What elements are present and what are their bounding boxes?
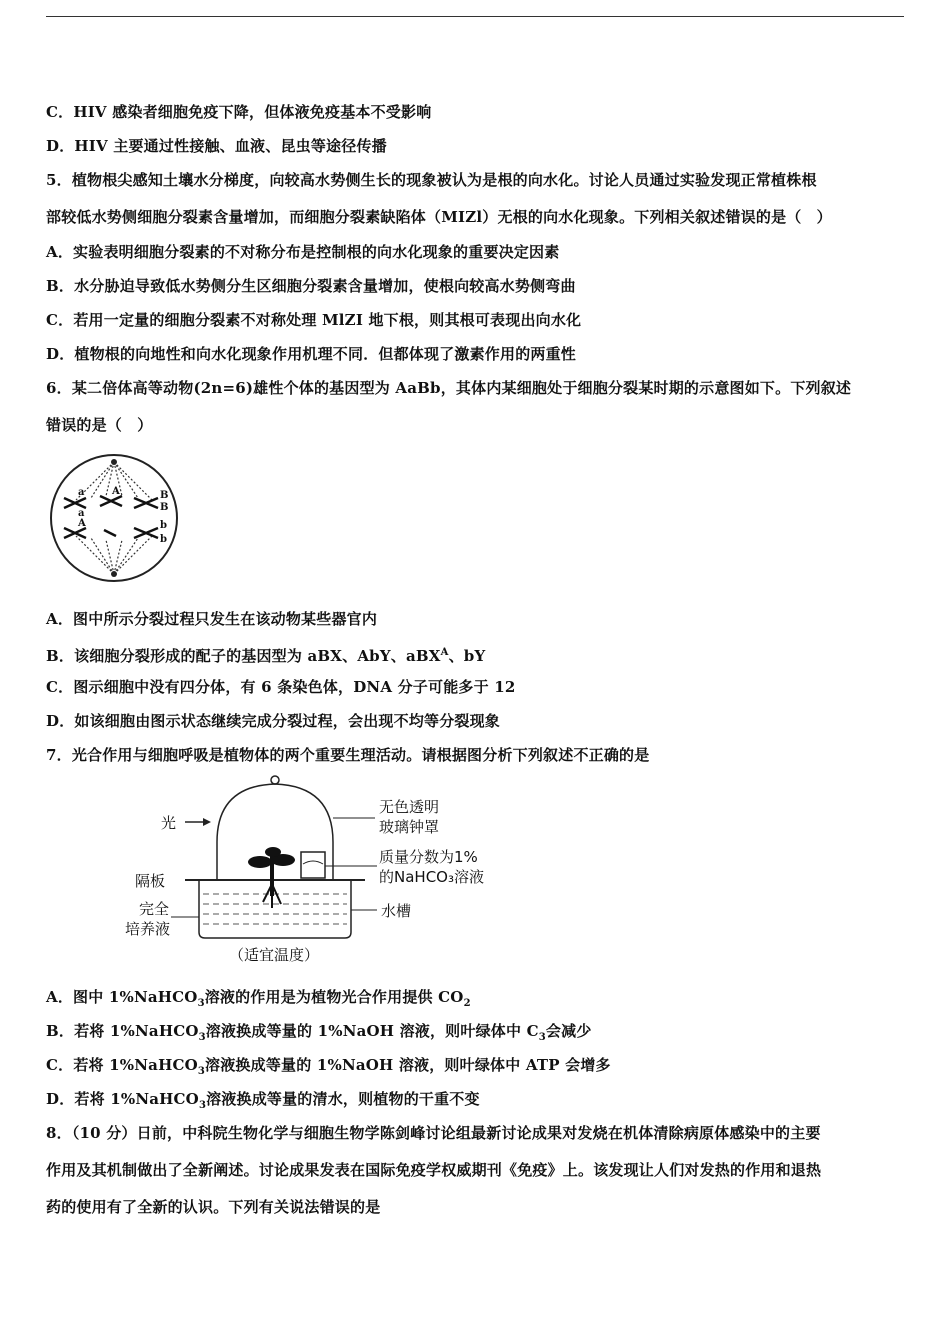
cell-division-figure <box>46 450 182 586</box>
medium-label-2: 培养液 <box>125 920 171 938</box>
question-7-option-a <box>46 987 471 1014</box>
option-b-tail: 、bY <box>448 647 486 665</box>
question-6-option-d: D．如该细胞由图示状态继续完成分裂过程，会出现不均等分裂现象 <box>46 712 501 730</box>
medium-label-1: 完全 <box>139 900 170 918</box>
opt-text: C．若将 1%NaHCO <box>46 1056 198 1074</box>
question-7-option-b <box>46 1021 592 1048</box>
gene-label: B <box>160 502 169 513</box>
opt-text: 溶液换成等量的 1%NaOH 溶液，则叶绿体中 ATP 会增多 <box>205 1056 611 1074</box>
opt-text: 会减少 <box>545 1022 592 1040</box>
question-6-option-c: C．图示细胞中没有四分体，有 6 条染色体，DNA 分子可能多于 12 <box>46 678 516 696</box>
spindle-bottom <box>76 536 152 574</box>
option-b-text: B．该细胞分裂形成的配子的基因型为 aBX、AbY、aBX <box>46 647 441 665</box>
subscript: 3 <box>197 998 205 1009</box>
gene-label: b <box>160 520 167 531</box>
question-7-option-c <box>46 1055 611 1082</box>
question-8-line-1: 8．（10 分）日前，中科院生物化学与细胞生物学陈剑峰讨论组最新讨论成果对发烧在机体清除病原体感染中的主要 <box>46 1124 821 1142</box>
opt-text: 溶液换成等量的 1%NaOH 溶液，则叶绿体中 C <box>205 1022 539 1040</box>
question-6-option-b <box>46 643 485 666</box>
gene-label: b <box>160 534 167 545</box>
question-6-option-a: A．图中所示分裂过程只发生在该动物某些器官内 <box>46 610 378 628</box>
question-6-line-2: 错误的是（ ） <box>46 416 153 434</box>
gene-label: a <box>78 508 85 519</box>
subscript: 3 <box>197 1066 206 1077</box>
question-5-option-b: B．水分胁迫导致低水势侧分生区细胞分裂素含量增加，使根向较高水势侧弯曲 <box>46 277 576 295</box>
opt-text: 溶液的作用是为植物光合作用提供 CO <box>204 988 464 1006</box>
subscript: 3 <box>538 1032 546 1043</box>
header-rule <box>46 16 904 17</box>
opt-text: D．若将 1%NaHCO <box>46 1090 199 1108</box>
bell-jar-label-1: 无色透明 <box>379 798 440 816</box>
opt-text: A．图中 1%NaHCO <box>46 988 198 1006</box>
subscript: 2 <box>463 998 471 1009</box>
option-d-prev: D．HIV 主要通过性接触、血液、昆虫等途径传播 <box>46 137 387 155</box>
question-7-line-1: 7．光合作用与细胞呼吸是植物体的两个重要生理活动。请根据图分析下列叙述不正确的是 <box>46 746 650 764</box>
question-6-line-1: 6．某二倍体高等动物(2n=6)雄性个体的基因型为 AaBb，其体内某细胞处于细胞分裂某时期的示意图如下。下列叙述 <box>46 379 852 397</box>
opt-text: B．若将 1%NaHCO <box>46 1022 199 1040</box>
light-label: 光 <box>161 814 177 832</box>
question-8-line-2: 作用及其机制做出了全新阐述。讨论成果发表在国际免疫学权威期刊《免疫》上。该发现让人们对发热的作用和退热 <box>46 1161 822 1179</box>
question-5-line-2: 部较低水势侧细胞分裂素含量增加，而细胞分裂素缺陷体（MIZl）无根的向水化现象。下列相关叙述错误的是（ ） <box>46 208 832 226</box>
gene-label: A <box>112 486 120 497</box>
solution-label-2: 的NaHCO₃溶液 <box>379 868 484 886</box>
bell-jar-figure <box>125 772 505 972</box>
question-5-line-1: 5．植物根尖感知土壤水分梯度，向较高水势侧生长的现象被认为是根的向水化。讨论人员通过实验发现正常植株根 <box>46 171 817 189</box>
question-5-option-d: D．植物根的向地性和向水化现象作用机理不同．但都体现了激素作用的两重性 <box>46 345 577 363</box>
subscript: 3 <box>198 1100 207 1111</box>
gene-label: A <box>78 518 86 529</box>
temperature-label: （适宜温度） <box>229 946 320 964</box>
question-5-option-c: C．若用一定量的细胞分裂素不对称处理 MlZI 地下根，则其根可表现出向水化 <box>46 311 582 329</box>
solution-label-1: 质量分数为1% <box>379 848 478 866</box>
subscript: 3 <box>198 1032 206 1043</box>
option-c-prev: C．HIV 感染者细胞免疫下降，但体液免疫基本不受影响 <box>46 103 432 121</box>
partition-label: 隔板 <box>135 872 166 890</box>
gene-label: a <box>78 487 85 498</box>
bell-jar-label-2: 玻璃钟罩 <box>379 818 440 836</box>
tank-label: 水槽 <box>381 902 412 920</box>
superscript: A <box>440 647 449 658</box>
question-5-option-a: A．实验表明细胞分裂素的不对称分布是控制根的向水化现象的重要决定因素 <box>46 243 560 261</box>
plant <box>248 847 295 908</box>
gene-label: B <box>160 490 169 501</box>
question-7-option-d <box>46 1089 480 1116</box>
opt-text: 溶液换成等量的清水，则植物的干重不变 <box>206 1090 480 1108</box>
question-8-line-3: 药的使用有了全新的认识。下列有关说法错误的是 <box>46 1198 381 1216</box>
